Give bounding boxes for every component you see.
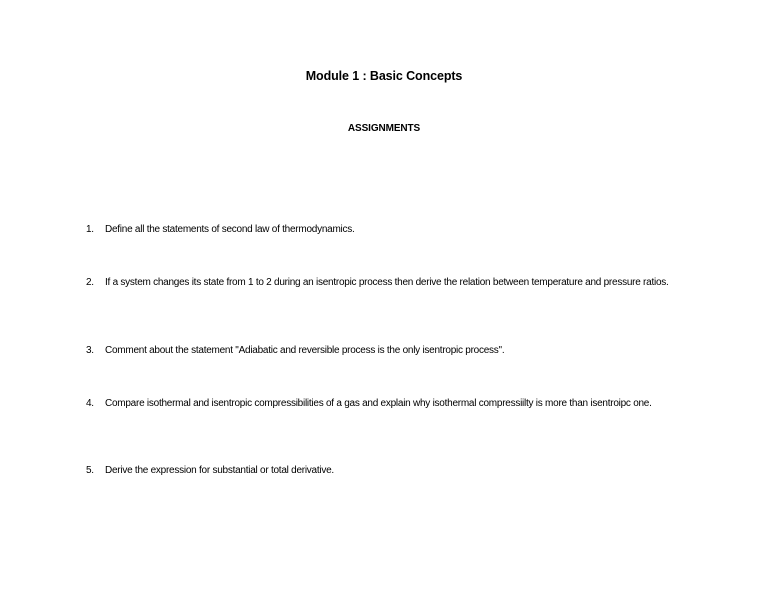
item-text: Compare isothermal and isentropic compressibilities of a gas and explain why isothermal compressiilty is more than isentroipc one. <box>105 398 652 409</box>
item-text: If a system changes its state from 1 to 2 during an isentropic process then derive the relation between temperature and pressure ratios. <box>105 277 669 288</box>
item-number: 4. <box>86 398 94 409</box>
item-number: 2. <box>86 277 94 288</box>
list-item <box>86 222 686 238</box>
page-title: Module 1 : Basic Concepts <box>305 69 463 83</box>
item-number: 5. <box>86 465 94 476</box>
section-heading: ASSIGNMENTS <box>347 123 421 134</box>
item-number: 3. <box>86 345 94 356</box>
list-item <box>86 343 686 359</box>
list-item <box>86 396 686 412</box>
item-text: Comment about the statement "Adiabatic and reversible process is the only isentropic process". <box>105 345 505 356</box>
list-item <box>86 463 686 479</box>
item-number: 1. <box>86 224 94 235</box>
item-text: Derive the expression for substantial or total derivative. <box>105 465 334 476</box>
list-item <box>86 275 686 291</box>
item-text: Define all the statements of second law of thermodynamics. <box>105 224 355 235</box>
